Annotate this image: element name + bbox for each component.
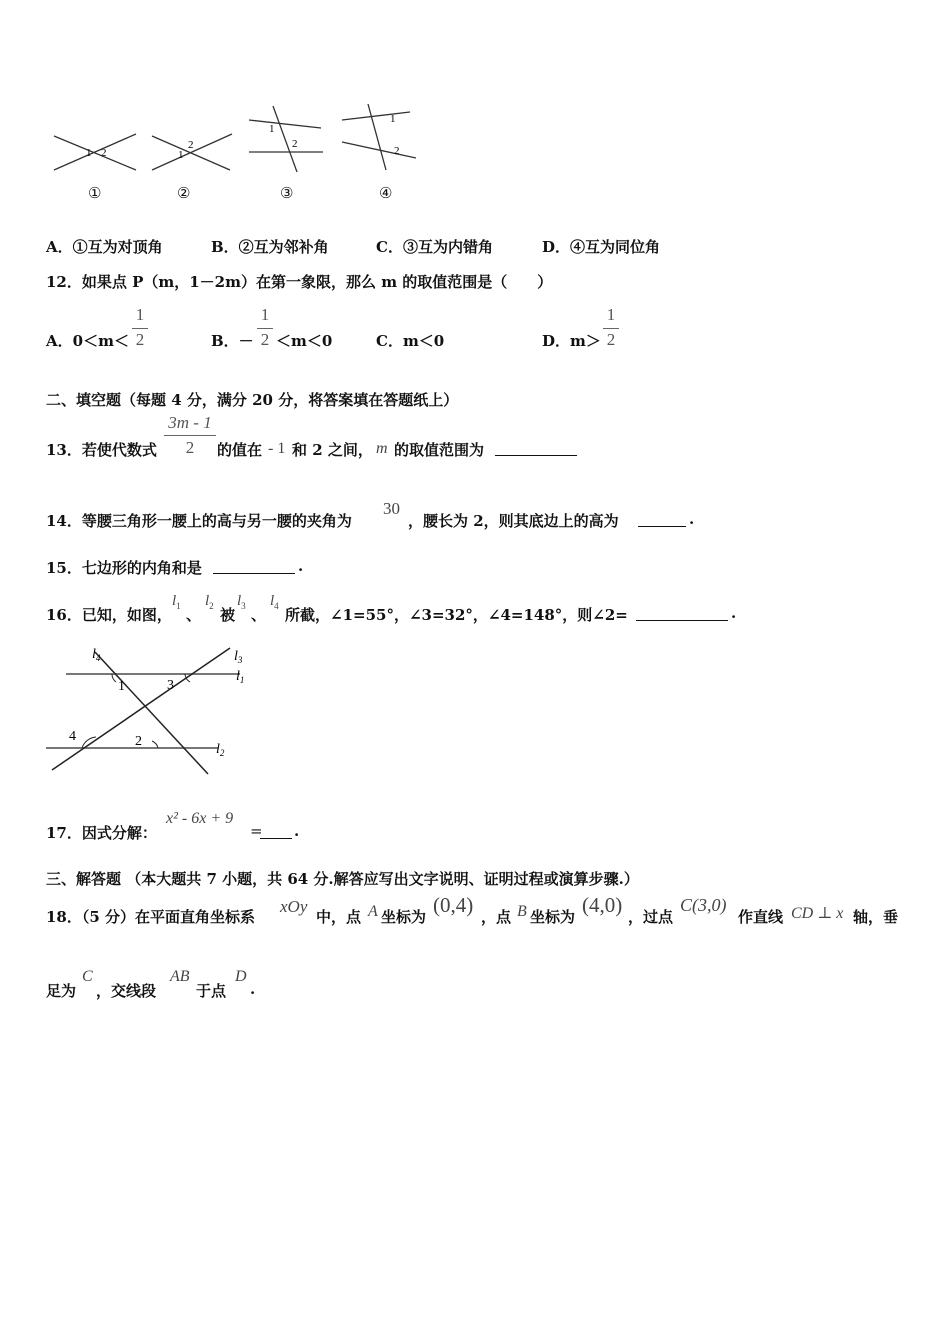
q14-prefix: 14．等腰三角形一腰上的高与另一腰的夹角为 bbox=[46, 512, 352, 530]
q16-fig-angle2: 2 bbox=[135, 734, 142, 749]
q13-mid1: 的值在 bbox=[217, 441, 263, 459]
q12-option-a-prefix: A．0＜m＜ bbox=[46, 332, 129, 350]
q12-option-d-den: 2 bbox=[606, 330, 616, 349]
q15-text: 15．七边形的内角和是 bbox=[46, 559, 202, 577]
q18-prefix: 18．（5 分）在平面直角坐标系 bbox=[46, 908, 256, 926]
q12-option-b-prefix: B．－ bbox=[211, 332, 254, 350]
figure-2-label: ② bbox=[177, 184, 191, 202]
q18-t6: 作直线 bbox=[738, 908, 784, 926]
q12-option-b-den: 2 bbox=[260, 330, 270, 349]
q16-fig-l1: $l_1$ bbox=[236, 669, 245, 685]
q16-fig-l3: $l_3$ bbox=[234, 649, 243, 665]
q18-foot-c: C bbox=[82, 968, 93, 985]
q12-option-c: C．m＜0 bbox=[376, 332, 445, 350]
figure-1-angle1: 1 bbox=[86, 147, 92, 159]
q17-answer-blank[interactable] bbox=[260, 824, 292, 839]
q13-var: m bbox=[376, 440, 388, 457]
q13-fraction-bar bbox=[164, 435, 216, 436]
q18-line2a: 足为 bbox=[46, 982, 77, 1000]
q16-fig-angle3: 3 bbox=[167, 678, 174, 693]
q12-stem: 12．如果点 P（m，1－2m）在第一象限，那么 m 的取值范围是（ ） bbox=[46, 273, 553, 291]
q18-point-b: B bbox=[517, 903, 527, 920]
q18-xoy: xOy bbox=[280, 897, 308, 916]
q18-t4: 坐标为 bbox=[530, 908, 576, 926]
q16-bei: 被 bbox=[220, 606, 236, 624]
figure-3-angle2: 2 bbox=[292, 138, 298, 150]
q17-prefix: 17．因式分解： bbox=[46, 824, 157, 842]
q16-fig-l2: $l_2$ bbox=[216, 742, 225, 758]
q17-expression: x² - 6x + 9 bbox=[166, 810, 234, 827]
q12-option-d-prefix: D．m＞ bbox=[542, 332, 601, 350]
q18-t2: 坐标为 bbox=[381, 908, 427, 926]
q14-answer-blank[interactable] bbox=[638, 512, 686, 527]
q17-equals: = bbox=[250, 822, 263, 840]
q17-end: . bbox=[294, 822, 300, 840]
figure-4-angle1: 1 bbox=[390, 113, 396, 125]
q16-answer-blank[interactable] bbox=[636, 606, 728, 621]
q18-a-coord: (0,4) bbox=[433, 893, 474, 917]
figure-3-label: ③ bbox=[280, 184, 294, 202]
q12-option-a bbox=[46, 330, 129, 351]
q11-option-c: C．③互为内错角 bbox=[376, 238, 493, 256]
q16-suffix: 所截，∠1=55°，∠3=32°，∠4=148°，则∠2= bbox=[285, 606, 628, 624]
figure-4-label: ④ bbox=[379, 184, 393, 202]
q18-end: . bbox=[250, 980, 256, 998]
q16-fig-angle4: 4 bbox=[69, 729, 76, 744]
figure-2-angle2: 2 bbox=[188, 139, 194, 151]
q12-option-a-den: 2 bbox=[135, 330, 145, 349]
q16-l1: $l_1$ bbox=[172, 593, 181, 611]
q18-line2c: 于点 bbox=[196, 982, 227, 1000]
q12-option-a-bar bbox=[132, 328, 148, 329]
q13-mid2: 和 2 之间， bbox=[292, 441, 373, 459]
q13-neg1: - 1 bbox=[268, 440, 286, 457]
q16-sep2: 、 bbox=[251, 606, 267, 624]
figure-2-angle1: 1 bbox=[178, 149, 184, 161]
figure-1-label: ① bbox=[88, 184, 102, 202]
q18-t5: ，过点 bbox=[628, 908, 674, 926]
figure-3-angle1: 1 bbox=[269, 123, 275, 135]
q16-l2: $l_2$ bbox=[205, 593, 214, 611]
q12-option-b-bar bbox=[257, 328, 273, 329]
q16-sep1: 、 bbox=[186, 606, 202, 624]
q13-suffix: 的取值范围为 bbox=[394, 441, 485, 459]
q16-fig-l4: $l_4$ bbox=[92, 647, 101, 663]
q16-l3: $l_3$ bbox=[237, 593, 246, 611]
figure-1-angle2: 2 bbox=[101, 147, 107, 159]
q15-end: . bbox=[298, 557, 304, 575]
q18-t1: 中，点 bbox=[316, 908, 362, 926]
q14-angle: 30 bbox=[383, 499, 400, 518]
q18-cd-perp: CD ⊥ x bbox=[791, 905, 844, 922]
q13-prefix: 13．若使代数式 bbox=[46, 441, 157, 459]
q16-fig-angle1: 1 bbox=[118, 679, 125, 694]
q13-denominator: 2 bbox=[185, 438, 195, 457]
figure-2 bbox=[150, 128, 240, 178]
q18-b-coord: (4,0) bbox=[582, 893, 623, 917]
figure-4-angle2: 2 bbox=[394, 145, 400, 157]
q12-option-d-num: 1 bbox=[606, 305, 616, 324]
figure-1 bbox=[52, 128, 142, 178]
section-3-title: 三、解答题 （本大题共 7 小题，共 64 分.解答应写出文字说明、证明过程或演算步骤.） bbox=[46, 870, 639, 888]
q14-end: . bbox=[689, 510, 695, 528]
q12-option-d-bar bbox=[603, 328, 619, 329]
q12-option-a-num: 1 bbox=[135, 305, 145, 324]
q18-point-c: C(3,0) bbox=[680, 895, 727, 915]
q13-numerator: 3m - 1 bbox=[168, 413, 212, 432]
q18-t3: ，点 bbox=[481, 908, 512, 926]
q18-point-d: D bbox=[235, 968, 247, 985]
q13-answer-blank[interactable] bbox=[495, 441, 577, 456]
q18-line2b: ，交线段 bbox=[96, 982, 157, 1000]
q18-t7: 轴，垂 bbox=[853, 908, 899, 926]
q11-option-a: A．①互为对顶角 bbox=[46, 238, 163, 256]
q11-option-d: D．④互为同位角 bbox=[542, 238, 661, 256]
q18-segment-ab: AB bbox=[170, 968, 190, 985]
q16-end: . bbox=[731, 604, 737, 622]
q14-suffix: ，腰长为 2，则其底边上的高为 bbox=[408, 512, 619, 530]
q15-answer-blank[interactable] bbox=[213, 559, 295, 574]
figure-4 bbox=[338, 100, 423, 172]
figure-3 bbox=[245, 102, 330, 174]
q18-point-a: A bbox=[368, 903, 378, 920]
q11-option-b: B．②互为邻补角 bbox=[211, 238, 329, 256]
q16-figure bbox=[40, 640, 270, 785]
q12-option-b-suffix: ＜m＜0 bbox=[276, 332, 333, 350]
q12-option-b-num: 1 bbox=[260, 305, 270, 324]
q16-l4: $l_4$ bbox=[270, 593, 279, 611]
section-2-title: 二、填空题（每题 4 分，满分 20 分，将答案填在答题纸上） bbox=[46, 391, 459, 409]
q16-prefix: 16．已知，如图， bbox=[46, 606, 172, 624]
